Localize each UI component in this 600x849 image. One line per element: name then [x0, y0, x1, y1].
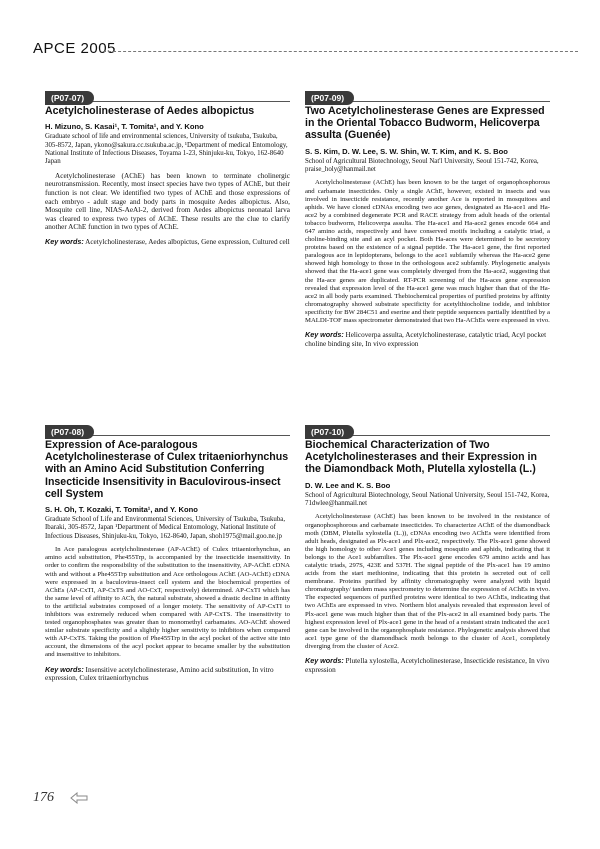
keywords-text: Helicoverpa assulta, Acetylcholinesterase, catalytic triad, Acyl pocket choline binding site, In vivo expression — [305, 331, 547, 348]
abstract-title: Acetylcholinesterase of Aedes albopictus — [45, 105, 255, 117]
abstract-keywords — [305, 657, 550, 674]
keywords-text: Insensitive acetylcholinesterase, Amino acid substitution, In vitro expression, Culex tritaeniorhynchus — [45, 665, 274, 683]
abstract-id-bar — [45, 422, 290, 436]
abstract-id-bar — [45, 88, 290, 102]
abstract-title: Biochemical Characterization of Two Acetylcholinesterases and their Expression in the Diamondback Moth, Plutella xylostella (L.) — [305, 439, 537, 476]
abstract-p07-09 — [305, 88, 550, 348]
page-number: 176 — [33, 790, 54, 805]
abstract-keywords — [45, 666, 290, 683]
abstract-body: Acetylcholinesterase (AChE) has been known to be the target of organophosphorous and carbamate insecticides. Only a single AChE, however, existed in insects and was involved in insecticide resistance, recently another Ace is reported in mosquitoes and aphids. We have cloned cDNAs encoding two ace genes, designated as Ha-ace1 and Ha-ace2 by a combined degenerate PCR and RACE strategy from adult heads of the oriental tobacco budworm, Helicoverpa assulta. The Ha-ace1 and Ha-ace2 genes encode 664 and 647 amino acids, respectively and have conserved motifs including a catalytic triad, a choline-binding site and an acyl pocket. Both Ha-aces were determined to be secretory proteins based on the existence of a signal peptide. The Ha-ace1 gene, the first reported paralogous ace in lepidopterans, belongs to the ace1 subfamily whereas the Ha-ace2 gene showed high homology to those in the orthologous ace2 subfamily. Phylogenetic analysis showed that the Ha-ace1 gene was completely diverged from the Ha-ace2, suggesting that the Ha-ace genes are duplicated. RT-PCR screening of the Ha-aces gene expression revealed that expression level of the Ha-ace1 gene was much higher than that of the Ha-ace2 in all body parts examined. Thebiochemical properties of purified proteins by affinity chromatography showed substrate specificity for acetylthiocholine iodide, and inhibitor specificity for BW 284C51 and eserine and their peptide sequences partially identified by a MALDI-TOF mass spectrometer demonstrated that two Ha-AChEs were expressed in vivo. — [305, 179, 550, 325]
back-arrow-icon — [70, 792, 88, 804]
abstract-authors: S. S. Kim, D. W. Lee, S. W. Shin, W. T. Kim, and K. S. Boo — [305, 146, 508, 156]
abstract-affiliation: School of Agricultural Biotechnology, Seoul Nat'l University, Seoul 151-742, Korea, praise_holy@hanmail.net — [305, 157, 539, 174]
abstract-keywords — [305, 331, 550, 348]
abstract-id-badge: (P07-10) — [305, 425, 354, 439]
keywords-label: Key words: — [305, 330, 344, 340]
abstract-id-badge: (P07-07) — [45, 91, 94, 105]
abstract-id-badge: (P07-09) — [305, 91, 354, 105]
header-rule — [103, 51, 578, 52]
keywords-text: Plutella xylostella, Acetylcholinesterase, Insecticide resistance, In vivo expression — [305, 657, 550, 674]
running-header: APCE 2005 — [33, 40, 116, 57]
keywords-label: Key words: — [45, 664, 84, 674]
abstract-authors: S. H. Oh, T. Kozaki, T. Tomita¹, and Y. Kono — [45, 505, 198, 515]
abstract-affiliation: Graduate School of Life and Environmental Sciences, University of Tsukuba, Tsukuba, Ibaraki, 305-8572, Japan ¹Department of Medical Entomology, National Institute of Infectious Diseases, Shinjuku-ku, Tokyo, 162-8640, Japan, shoh1975@mail.goo.ne.jp — [45, 516, 286, 540]
abstract-body: Acetylcholinesterase (AChE) has been known to terminate cholinergic neurotransmission. Recently, most insect species have two types of AChE, but their function is not clear. We identified two types of AChE and those expressions of each embryo - adult stage and body parts in mosquite Aedes albopictus. Also, Mosquite cell line, NIAS-AeAl-2, derived from Aedes albopictus neonatal larva was cleared to express two types of AChE. These results are the clue to clarify another AChE function in two types of AChE. — [45, 171, 290, 232]
abstract-authors: D. W. Lee and K. S. Boo — [305, 480, 391, 490]
abstract-body: Acetylcholinesterase (AChE) has been known to be involved in the resistance of organophosphorous and carbamate insecticides. To characterize AChE of the diamondback moth (DBM, Plutella xylostella (L.)), cDNAs encoding two AChEs were identified from adult heads, designated as Plx-ace1 and Plx-ace2, respectively. The Plx-ace1 gene showed the high homology to other Ace1 genes including mosquito and aphids, indicating that it belongs to the Ace1 subfamilies. The Plx-ace1 gene encodes 679 amino acids and has catalytic triads, 297S, 423E and 537H. The signal peptide of the Plx-ace1 has 19 amino acids from the start methionine, indicating that this protein is secreted out of cell membrane. Proteins purified by affinity chromatography were analyzed with liquid chromatography/ tandem mass spectrometry to determine the expression of AChEs in vivo. The expected sequences of purified proteins were identical to two AChEs, indicating that two AChEs are expressed in vivo. Northern blot analysis revealed that expression level of Plx-ace1 gene was much higher than that of the Plx-ace2 in all examined body parts. The highest expression level of Plx-ace1 gene in the head of a resistant strain indicated the ace1 gene can be involved in the organophosphate resistance. Phylogenetic analysis showed that ace1 type gene of the diamondback moth belongs to the cluster of Ace1, completely diverging from the cluster of Ace2. — [305, 513, 550, 650]
abstract-affiliation: Graduate school of life and environmental sciences, University of tsukuba, Tsukuba, 305-8572, Japan, ykono@sakura.cc.tsukuba.ac.jp, ¹Department of medical Entomology, National Institute of Infectious Diseases, Toyama 1-23, Shinjuku-ku, Tokyo, 162-8640 Japan — [45, 133, 288, 166]
abstract-keywords — [45, 238, 290, 247]
abstract-title: Two Acetylcholinesterase Genes are Expressed in the Oriental Tobacco Budworm, Helicoverpa assulta (Guenée) — [305, 105, 545, 142]
keywords-label: Key words: — [45, 236, 84, 246]
keywords-label: Key words: — [305, 656, 344, 666]
abstract-p07-08 — [45, 422, 290, 683]
abstract-body: In Ace paralogous acetylcholinesterase (AP-AChE) of Culex tritaeniorhynchus, an amino acid substitution, Phe455Trp, is accompanied by the insecticide insensitivity. In order to confirm the responsibility of the substitution to the insensitivity, AP-AChE cDNA with and without a Phe455Trp substitution and Ace orthologous AChE (AO-AChE) cDNA were expressed in a baculovirus-insect cell system and the biochemical properties of AChEs (AP-CxTI, AP-CxTS and AO-CxT, respectively) determined. AP-CxTI which has the same level of affinity to ACh, the natural substrate, showed a drastic decline in affinity to the artificial substrates composed of a longer moiety. The sensitivity of AP-CxTI to inhibitors was extremely reduced when compared with AP-CxTS. The insensitivity to tested organophosphates was greater than to monomethyl carbamates. AO-AChE showed similar substrate specificity and a slightly higher sensitivity to inhibitors when compared with AP-CxTS. Taking the position of Phe455Trp in the acyl pocket of the active site into account, the dimensions of the acyl pocket appear to became smaller by the substitution and insensitive to inhibitors. — [45, 546, 290, 659]
abstract-authors: H. Mizuno, S. Kasai¹, T. Tomita¹, and Y. Kono — [45, 122, 204, 132]
abstract-title: Expression of Ace-paralogous Acetylcholinesterase of Culex tritaeniorhynchus with an Amino Acid Substitution Conferring Insecticide Insensitivity in Baculovirous-insect cell System — [45, 439, 289, 500]
abstract-p07-07 — [45, 88, 290, 247]
abstract-affiliation: School of Agricultural Biotechnology, Seoul National University, Seoul 151-742, Korea, 71dwlee@hanmail.net — [305, 491, 550, 508]
abstract-id-bar — [305, 88, 550, 102]
abstract-id-bar — [305, 422, 550, 436]
abstract-id-badge: (P07-08) — [45, 425, 94, 439]
abstract-p07-10 — [305, 422, 550, 674]
keywords-text: Acetylcholinesterase, Aedes albopictus, Gene expression, Cultured cell — [85, 237, 290, 246]
